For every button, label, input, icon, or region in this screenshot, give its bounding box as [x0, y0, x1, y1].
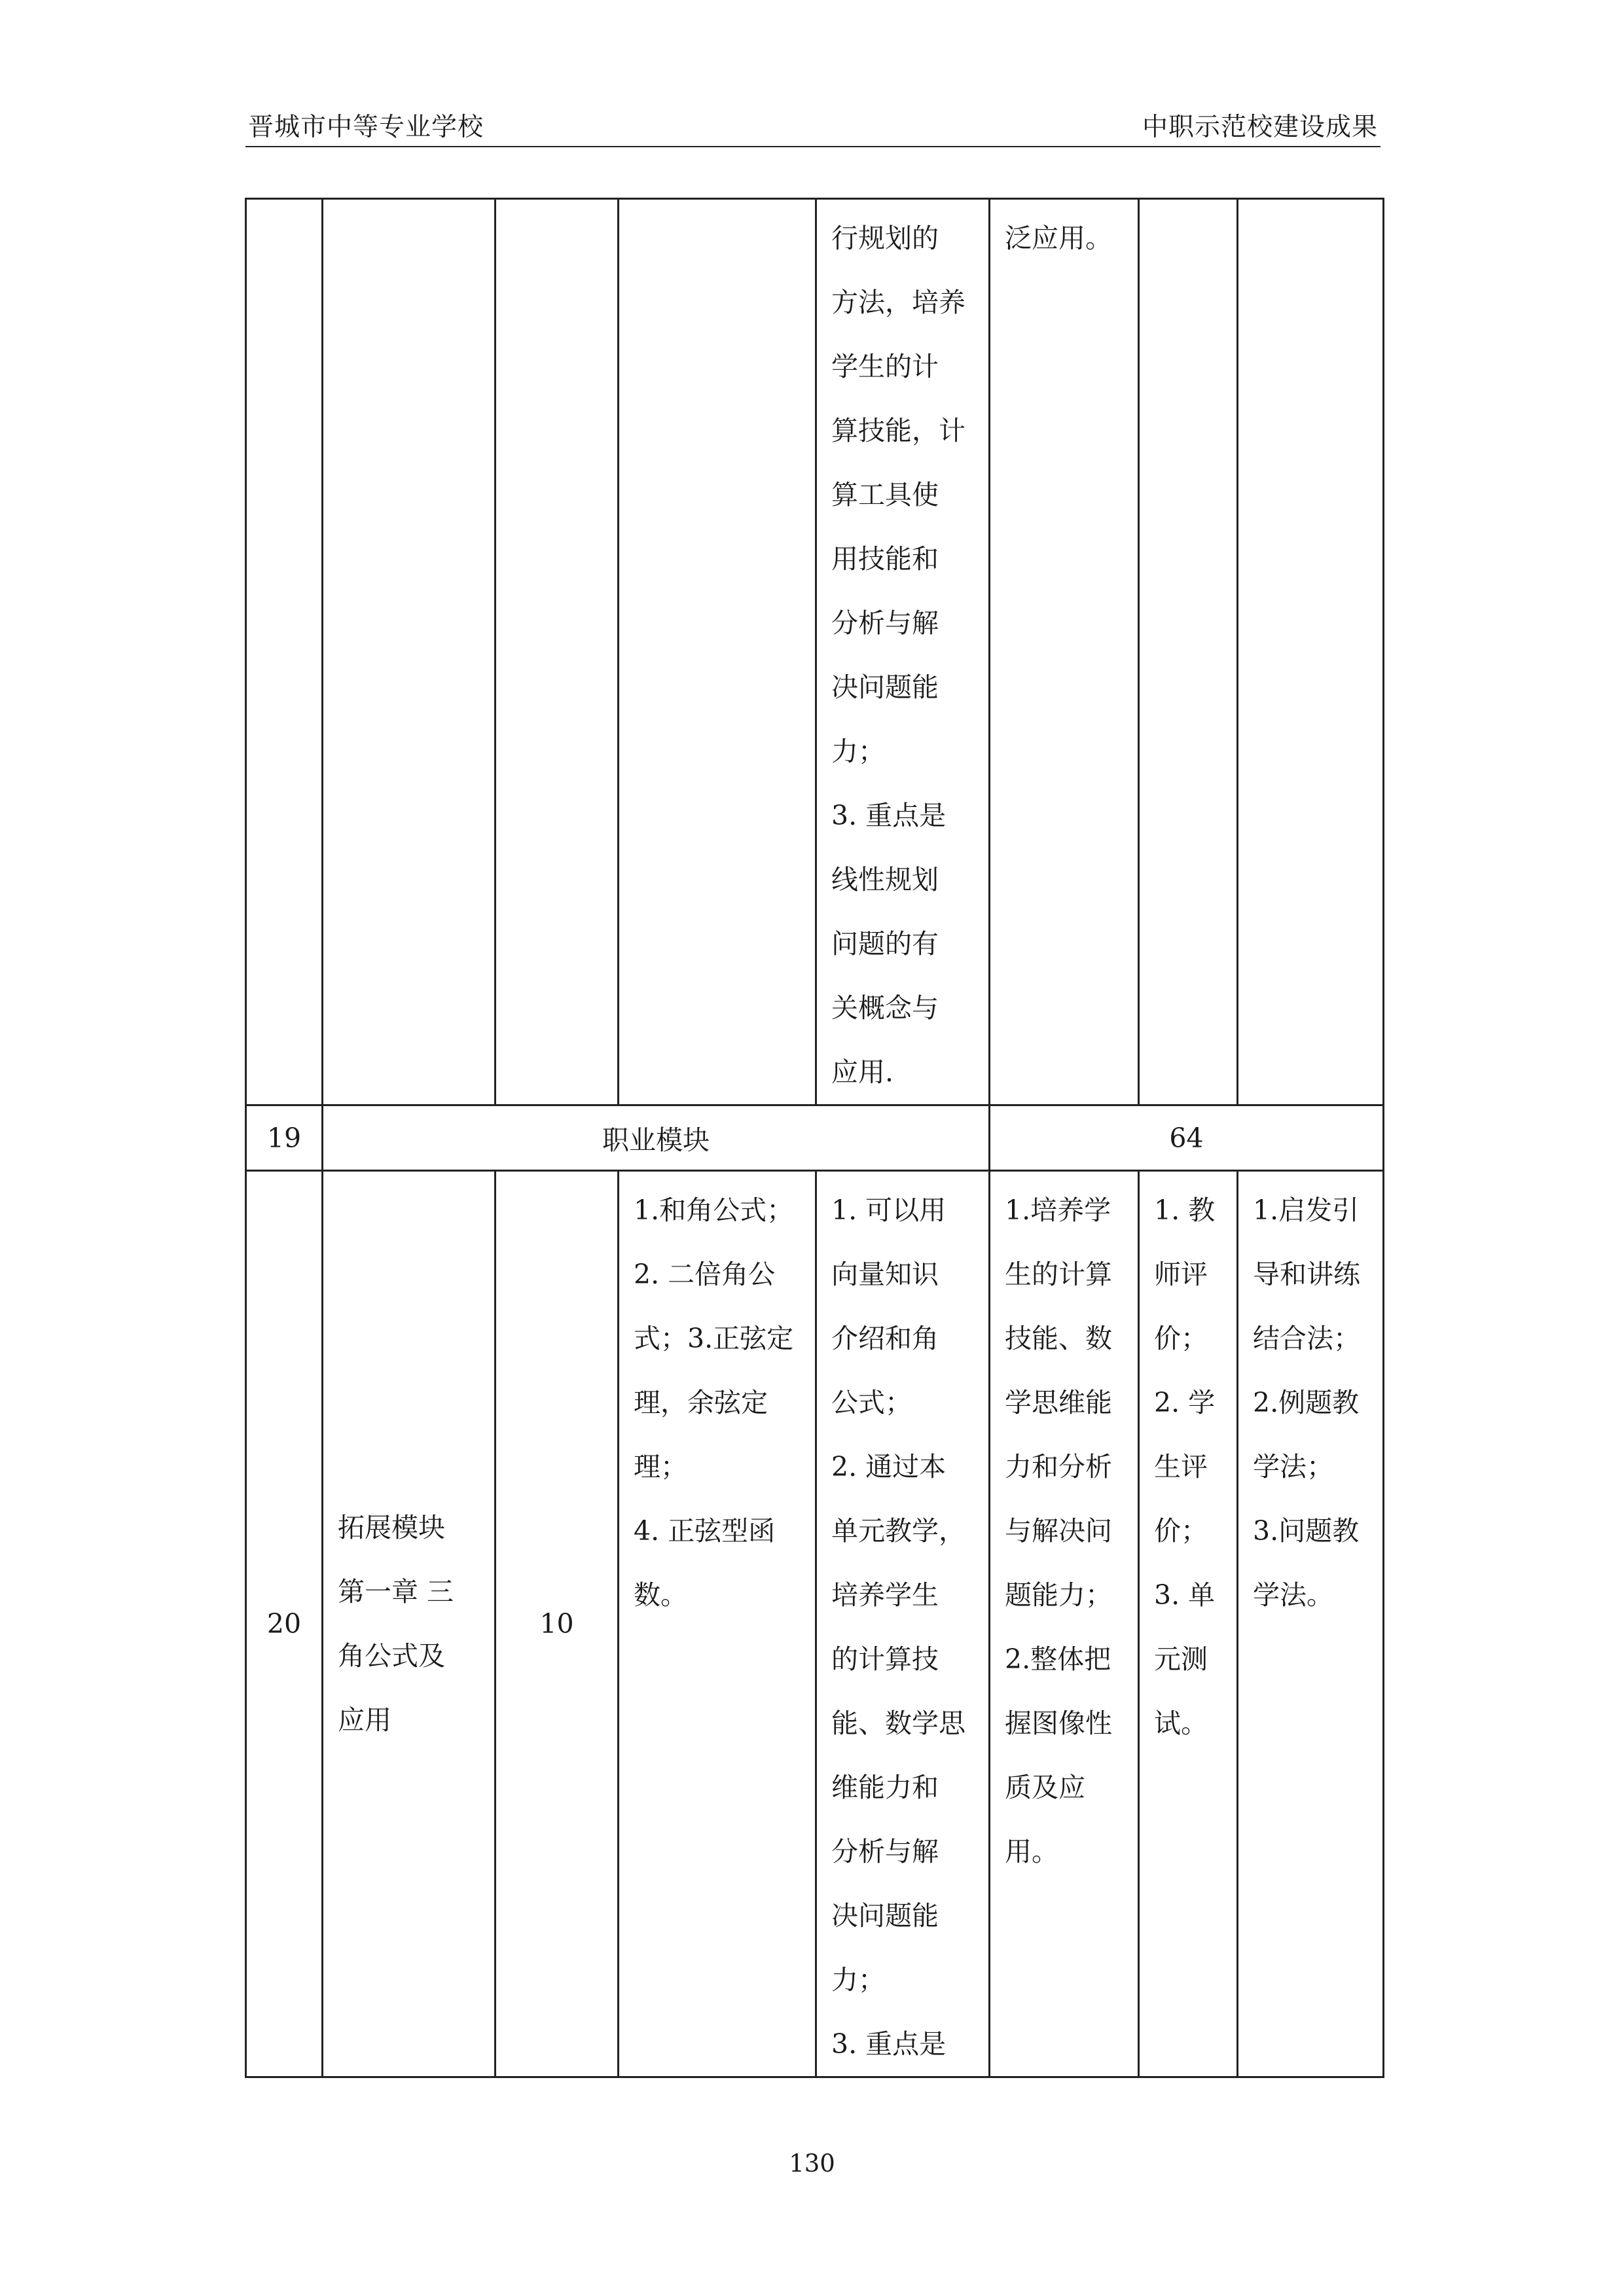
text-line: 泛应用。 [1005, 223, 1112, 254]
teaching-goals-text [817, 200, 988, 1104]
cell-empty [246, 199, 323, 1105]
text-line: 能、数学思 [831, 1708, 965, 1739]
text-line: 行规划的 [831, 223, 939, 254]
cell-methods [1238, 1171, 1384, 2077]
cell-teaching-goals [816, 199, 990, 1105]
text-line: 数。 [634, 1579, 687, 1611]
cell-unit-name [323, 1171, 496, 2077]
cell-ability [990, 1171, 1139, 2077]
table-row-20 [246, 1171, 1384, 2077]
ability-text [990, 200, 1138, 270]
cell-empty [323, 199, 496, 1105]
ability-text [990, 1172, 1138, 1884]
text-line: 决问题能 [831, 672, 939, 703]
text-line: 学生的计 [831, 351, 939, 382]
text-line: 第一章 三 [338, 1576, 454, 1607]
header-section-title: 中职示范校建设成果 [1142, 113, 1378, 142]
text-line: 的计算技 [831, 1643, 939, 1675]
text-line: 用。 [1005, 1836, 1058, 1867]
teaching-content-text [619, 1172, 815, 1627]
page-header [245, 113, 1380, 147]
unit-hours: 10 [496, 1171, 619, 2077]
cell-ability [990, 199, 1139, 1105]
text-line: 2. 通过本 [831, 1451, 947, 1482]
text-line: 试。 [1154, 1708, 1208, 1739]
cell-teaching-content [619, 1171, 816, 2077]
cell-teaching-goals [816, 1171, 990, 2077]
text-line: 3. 单 [1154, 1579, 1216, 1611]
text-line: 应用. [831, 1056, 894, 1088]
page-number: 130 [789, 2149, 835, 2178]
text-line: 1.启发引 [1253, 1194, 1360, 1226]
text-line: 拓展模块 [338, 1512, 445, 1543]
text-line: 学法。 [1253, 1579, 1333, 1611]
text-line: 2. 学 [1154, 1387, 1216, 1418]
text-line: 生评 [1154, 1451, 1208, 1482]
text-line: 线性规划 [831, 864, 939, 895]
text-line: 2.整体把 [1005, 1643, 1111, 1675]
text-line: 生的计算 [1005, 1259, 1112, 1290]
teaching-methods-text [1238, 1172, 1382, 1627]
row-number: 19 [246, 1105, 323, 1171]
text-line: 问题的有 [831, 928, 939, 960]
table-row-continued [246, 199, 1384, 1105]
text-line: 握图像性 [1005, 1708, 1112, 1739]
text-line: 单元教学， [831, 1515, 965, 1547]
text-line: 1. 可以用 [831, 1194, 947, 1226]
curriculum-table [245, 198, 1384, 2078]
text-line: 培养学生 [831, 1579, 939, 1611]
text-line: 与解决问 [1005, 1515, 1112, 1547]
text-line: 元测 [1154, 1643, 1208, 1675]
text-line: 向量知识 [831, 1259, 939, 1290]
text-line: 学思维能 [1005, 1387, 1112, 1418]
text-line: 分析与解 [831, 1836, 939, 1867]
table-row-19 [246, 1105, 1384, 1171]
text-line: 力； [831, 736, 885, 767]
text-line: 关概念与 [831, 992, 939, 1024]
text-line: 价； [1154, 1515, 1208, 1547]
text-line: 力； [831, 1964, 885, 1996]
text-line: 公式； [831, 1387, 912, 1418]
cell-empty [496, 199, 619, 1105]
text-line: 3. 重点是 [831, 800, 947, 831]
cell-empty [1238, 199, 1384, 1105]
unit-name-text [323, 1496, 494, 1752]
text-line: 质及应 [1005, 1772, 1085, 1803]
text-line: 2. 二倍角公 [634, 1259, 776, 1290]
text-line: 算工具使 [831, 479, 939, 511]
text-line: 题能力； [1005, 1579, 1112, 1611]
cell-evaluation [1139, 1171, 1238, 2077]
text-line: 维能力和 [831, 1772, 939, 1803]
text-line: 学法； [1253, 1451, 1333, 1482]
text-line: 算技能，计 [831, 415, 965, 446]
cell-empty [619, 199, 816, 1105]
text-line: 导和讲练 [1253, 1259, 1360, 1290]
text-line: 3.问题教 [1253, 1515, 1360, 1547]
header-school-name: 晋城市中等专业学校 [248, 113, 484, 142]
text-line: 方法，培养 [831, 287, 965, 318]
text-line: 用技能和 [831, 543, 939, 575]
text-line: 式；3.正弦定 [634, 1323, 794, 1354]
text-line: 1.和角公式； [634, 1194, 794, 1226]
text-line: 结合法； [1253, 1323, 1360, 1354]
text-line: 技能、数 [1005, 1323, 1112, 1354]
text-line: 1.培养学 [1005, 1194, 1111, 1226]
text-line: 3. 重点是 [831, 2028, 947, 2060]
module-name: 职业模块 [323, 1105, 990, 1171]
row-number: 20 [246, 1171, 323, 2077]
text-line: 师评 [1154, 1259, 1208, 1290]
text-line: 2.例题教 [1253, 1387, 1360, 1418]
text-line: 介绍和角 [831, 1323, 939, 1354]
teaching-goals-text [817, 1172, 988, 2076]
module-hours: 64 [990, 1105, 1384, 1171]
text-line: 力和分析 [1005, 1451, 1112, 1482]
text-line: 应用 [338, 1704, 391, 1736]
text-line: 角公式及 [338, 1640, 445, 1672]
text-line: 分析与解 [831, 607, 939, 639]
text-line: 理，余弦定 [634, 1387, 768, 1418]
text-line: 理； [634, 1451, 687, 1482]
text-line: 4. 正弦型函 [634, 1515, 776, 1547]
evaluation-text [1140, 1172, 1236, 1755]
cell-empty [1139, 199, 1238, 1105]
text-line: 决问题能 [831, 1900, 939, 1931]
text-line: 价； [1154, 1323, 1208, 1354]
text-line: 1. 教 [1154, 1194, 1216, 1226]
